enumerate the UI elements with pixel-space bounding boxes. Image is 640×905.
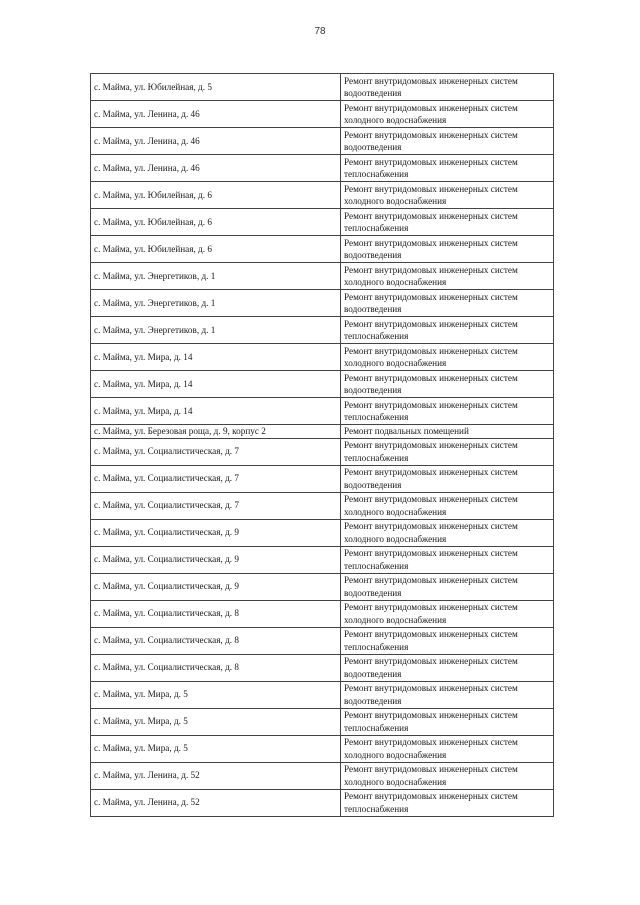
address-cell: с. Майма, ул. Энергетиков, д. 1: [91, 263, 341, 290]
work-type-cell: [341, 438, 554, 465]
table-row: [91, 573, 554, 600]
address-cell: с. Майма, ул. Ленина, д. 52: [91, 789, 341, 816]
table-row: [91, 182, 554, 209]
address-cell: с. Майма, ул. Мира, д. 14: [91, 371, 341, 398]
table-row: [91, 735, 554, 762]
table-row: [91, 209, 554, 236]
work-type-line-1: Ремонт внутридомовых инженерных систем: [344, 372, 518, 383]
work-type-cell: [341, 317, 554, 344]
works-table: [90, 73, 554, 817]
work-type-cell: [341, 290, 554, 317]
table-row: [91, 398, 554, 425]
work-type-line-1: Ремонт внутридомовых инженерных систем: [344, 656, 518, 666]
work-type-cell: [341, 762, 554, 789]
work-type-line-2: водоотведения: [344, 250, 402, 260]
work-type-line-1: Ремонт внутридомовых инженерных систем: [344, 629, 518, 639]
address-cell: с. Майма, ул. Ленина, д. 46: [91, 155, 341, 182]
work-type-cell: [341, 398, 554, 425]
work-type-line-2: водоотведения: [344, 88, 402, 98]
work-type-cell: [341, 627, 554, 654]
work-type-cell: [341, 519, 554, 546]
work-type-line-1: Ремонт внутридомовых инженерных систем: [344, 156, 518, 167]
work-type-line-1: Ремонт внутридомовых инженерных систем: [344, 237, 518, 248]
address-cell: с. Майма, ул. Энергетиков, д. 1: [91, 290, 341, 317]
work-type-line-2: холодного водоснабжения: [344, 277, 447, 287]
page-number: 78: [314, 26, 326, 37]
work-type-line-2: водоотведения: [344, 668, 402, 679]
address-cell: с. Майма, ул. Социалистическая, д. 7: [91, 492, 341, 519]
work-type-cell: [341, 128, 554, 155]
work-type-line-2: водоотведения: [344, 304, 402, 314]
table-row: [91, 438, 554, 465]
work-type-cell: [341, 209, 554, 236]
work-type-cell: [341, 600, 554, 627]
work-type-line-2: водоотведения: [344, 587, 402, 598]
address-cell: с. Майма, ул. Ленина, д. 46: [91, 128, 341, 155]
table-row: [91, 519, 554, 546]
work-type-line-1: Ремонт внутридомовых инженерных систем: [344, 737, 518, 747]
work-type-line-2: холодного водоснабжения: [344, 196, 447, 206]
work-type-line-1: Ремонт внутридомовых инженерных систем: [344, 318, 518, 329]
table-row: [91, 789, 554, 816]
work-type-line-2: холодного водоснабжения: [344, 776, 447, 787]
work-type-line-2: теплоснабжения: [344, 223, 409, 233]
work-type-line-1: Ремонт внутридомовых инженерных систем: [344, 345, 518, 356]
address-cell: с. Майма, ул. Социалистическая, д. 9: [91, 573, 341, 600]
work-type-cell: [341, 546, 554, 573]
work-type-cell: [341, 681, 554, 708]
address-cell: с. Майма, ул. Мира, д. 14: [91, 398, 341, 425]
work-type-line-2: водоотведения: [344, 695, 402, 706]
work-type-cell: [341, 573, 554, 600]
table-row: [91, 681, 554, 708]
work-type-line-1: Ремонт внутридомовых инженерных систем: [344, 264, 518, 275]
table-row: [91, 708, 554, 735]
work-type-line-2: водоотведения: [344, 142, 402, 152]
address-cell: с. Майма, ул. Мира, д. 5: [91, 681, 341, 708]
work-type-line-1: Ремонт внутридомовых инженерных систем: [344, 548, 518, 558]
table-row: [91, 492, 554, 519]
work-type-line-2: холодного водоснабжения: [344, 614, 447, 625]
address-cell: с. Майма, ул. Социалистическая, д. 8: [91, 627, 341, 654]
work-type-cell: [341, 654, 554, 681]
work-type-line-1: Ремонт внутридомовых инженерных систем: [344, 291, 518, 302]
address-cell: с. Майма, ул. Социалистическая, д. 9: [91, 519, 341, 546]
work-type-line-2: водоотведения: [344, 385, 402, 395]
address-cell: с. Майма, ул. Юбилейная, д. 5: [91, 74, 341, 101]
work-type-cell: [341, 789, 554, 816]
work-type-cell: [341, 425, 554, 439]
work-type-line-1: Ремонт внутридомовых инженерных систем: [344, 75, 518, 86]
address-cell: с. Майма, ул. Березовая роща, д. 9, корпус 2: [91, 425, 341, 439]
table-row: [91, 546, 554, 573]
work-type-line-2: водоотведения: [344, 479, 402, 490]
table-row: [91, 128, 554, 155]
work-type-line-1: Ремонт внутридомовых инженерных систем: [344, 399, 518, 410]
work-type-line-1: Ремонт внутридомовых инженерных систем: [344, 683, 518, 693]
address-cell: с. Майма, ул. Юбилейная, д. 6: [91, 236, 341, 263]
work-type-line-1: Ремонт внутридомовых инженерных систем: [344, 710, 518, 720]
work-type-line-1: Ремонт внутридомовых инженерных систем: [344, 183, 518, 194]
work-type-line-2: теплоснабжения: [344, 560, 409, 571]
table-row: [91, 317, 554, 344]
address-cell: с. Майма, ул. Юбилейная, д. 6: [91, 209, 341, 236]
table-row: [91, 654, 554, 681]
table-row: [91, 290, 554, 317]
work-type-line-2: холодного водоснабжения: [344, 358, 447, 368]
work-type-cell: [341, 371, 554, 398]
work-type-cell: [341, 708, 554, 735]
work-type-line-2: холодного водоснабжения: [344, 506, 447, 517]
work-type-cell: [341, 101, 554, 128]
work-type-line-2: теплоснабжения: [344, 803, 409, 814]
work-type-line-1: Ремонт подвальных помещений: [344, 426, 469, 436]
work-type-line-2: теплоснабжения: [344, 641, 409, 652]
work-type-cell: [341, 735, 554, 762]
work-type-cell: [341, 182, 554, 209]
works-table-body: [91, 74, 554, 817]
table-row: [91, 263, 554, 290]
table-row: [91, 101, 554, 128]
address-cell: с. Майма, ул. Юбилейная, д. 6: [91, 182, 341, 209]
address-cell: с. Майма, ул. Ленина, д. 46: [91, 101, 341, 128]
work-type-line-1: Ремонт внутридомовых инженерных систем: [344, 521, 518, 531]
address-cell: с. Майма, ул. Социалистическая, д. 7: [91, 465, 341, 492]
work-type-line-2: холодного водоснабжения: [344, 115, 447, 125]
work-type-line-1: Ремонт внутридомовых инженерных систем: [344, 467, 518, 477]
address-cell: с. Майма, ул. Ленина, д. 52: [91, 762, 341, 789]
table-row: [91, 344, 554, 371]
work-type-line-1: Ремонт внутридомовых инженерных систем: [344, 764, 518, 774]
work-type-line-1: Ремонт внутридомовых инженерных систем: [344, 102, 518, 113]
work-type-line-2: теплоснабжения: [344, 452, 409, 463]
table-row: [91, 74, 554, 101]
table-row: [91, 762, 554, 789]
work-type-cell: [341, 74, 554, 101]
work-type-line-2: холодного водоснабжения: [344, 749, 447, 760]
table-row: [91, 155, 554, 182]
work-type-line-1: Ремонт внутридомовых инженерных систем: [344, 602, 518, 612]
table-row: [91, 600, 554, 627]
work-type-line-1: Ремонт внутридомовых инженерных систем: [344, 494, 518, 504]
work-type-line-1: Ремонт внутридомовых инженерных систем: [344, 575, 518, 585]
table-row: [91, 425, 554, 439]
work-type-cell: [341, 492, 554, 519]
address-cell: с. Майма, ул. Энергетиков, д. 1: [91, 317, 341, 344]
work-type-line-2: теплоснабжения: [344, 722, 409, 733]
work-type-line-1: Ремонт внутридомовых инженерных систем: [344, 440, 518, 450]
table-row: [91, 236, 554, 263]
work-type-line-2: теплоснабжения: [344, 331, 409, 341]
table-row: [91, 371, 554, 398]
work-type-line-2: холодного водоснабжения: [344, 533, 447, 544]
address-cell: с. Майма, ул. Социалистическая, д. 7: [91, 438, 341, 465]
address-cell: с. Майма, ул. Мира, д. 5: [91, 708, 341, 735]
address-cell: с. Майма, ул. Мира, д. 14: [91, 344, 341, 371]
work-type-line-1: Ремонт внутридомовых инженерных систем: [344, 210, 518, 221]
work-type-cell: [341, 236, 554, 263]
table-row: [91, 465, 554, 492]
work-type-line-1: Ремонт внутридомовых инженерных систем: [344, 129, 518, 140]
work-type-line-1: Ремонт внутридомовых инженерных систем: [344, 791, 518, 801]
address-cell: с. Майма, ул. Социалистическая, д. 8: [91, 654, 341, 681]
address-cell: с. Майма, ул. Мира, д. 5: [91, 735, 341, 762]
work-type-cell: [341, 465, 554, 492]
address-cell: с. Майма, ул. Социалистическая, д. 8: [91, 600, 341, 627]
work-type-cell: [341, 263, 554, 290]
work-type-cell: [341, 155, 554, 182]
work-type-line-2: теплоснабжения: [344, 412, 409, 422]
address-cell: с. Майма, ул. Социалистическая, д. 9: [91, 546, 341, 573]
work-type-line-2: теплоснабжения: [344, 169, 409, 179]
table-row: [91, 627, 554, 654]
work-type-cell: [341, 344, 554, 371]
